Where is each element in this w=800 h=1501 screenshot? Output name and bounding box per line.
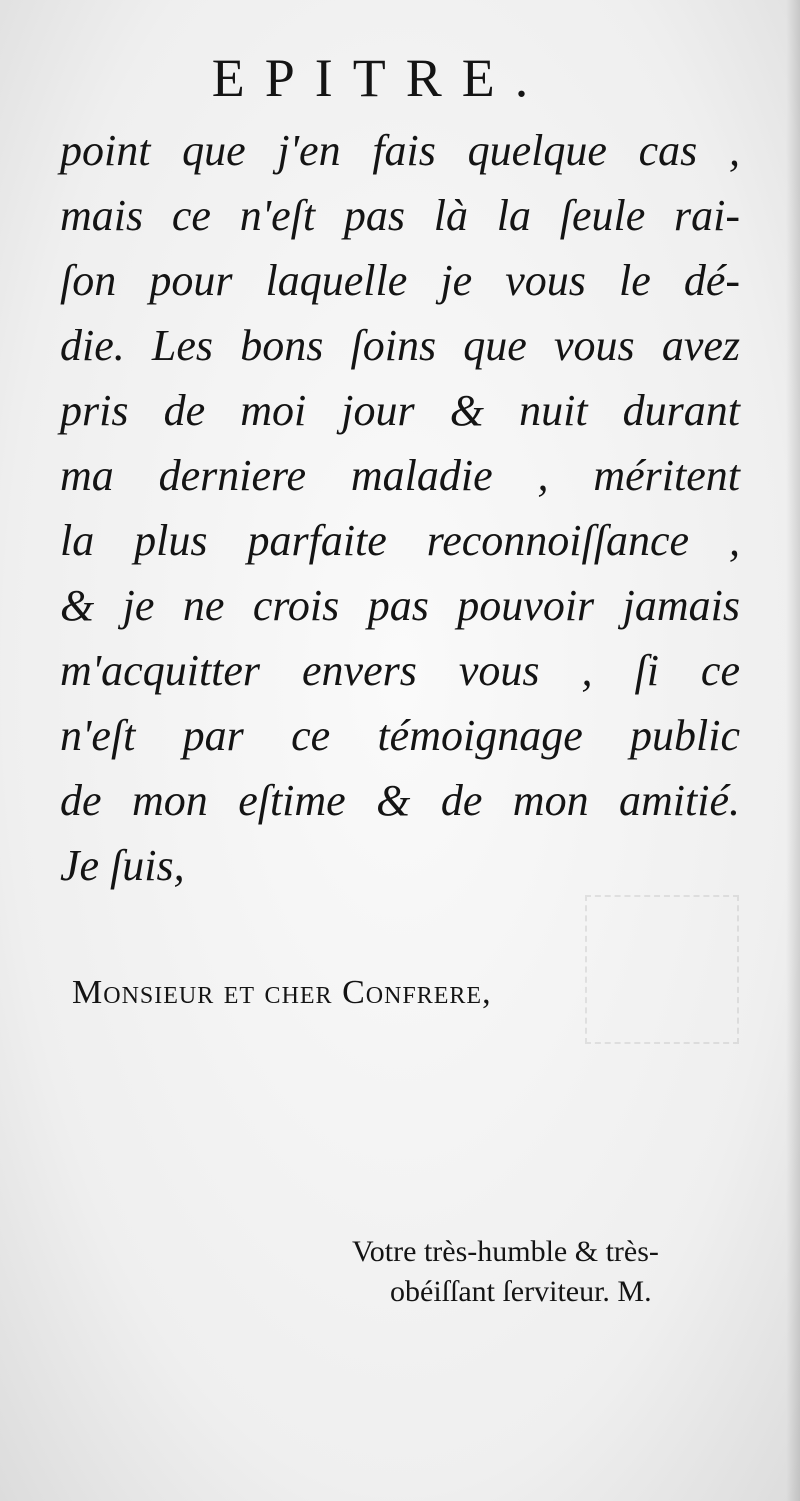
- signature-block: [352, 1232, 659, 1312]
- page-header: EPITRE.: [211, 48, 549, 108]
- salutation: Monsieur et cher Confrere,: [72, 974, 492, 1011]
- text-line: mais ce n'eſt pas là la ſeule rai-: [60, 191, 740, 240]
- text-line: ma derniere maladie , méritent: [60, 451, 740, 500]
- text-line: pris de moi jour & nuit durant: [60, 386, 740, 435]
- text-line: die. Les bons ſoins que vous avez: [60, 321, 740, 370]
- text-line: la plus parfaite reconnoiſſance ,: [60, 516, 740, 565]
- text-line: point que j'en fais quelque cas ,: [60, 126, 740, 175]
- text-line: Je ſuis,: [60, 841, 185, 890]
- text-line: de mon eſtime & de mon amitié.: [60, 776, 740, 825]
- epistle-body: [60, 118, 740, 898]
- text-line: m'acquitter envers vous , ſi ce: [60, 646, 740, 695]
- text-line: & je ne crois pas pouvoir jamais: [60, 581, 740, 630]
- faded-stamp-mark: [585, 895, 739, 1044]
- text-line: ſon pour laquelle je vous le dé-: [60, 256, 740, 305]
- text-line: n'eſt par ce témoignage public: [60, 711, 740, 760]
- signature-line: Votre très-humble & très-: [352, 1235, 659, 1268]
- page-edge-shadow: [786, 0, 800, 1501]
- signature-line: obéiſſant ſerviteur. M.: [390, 1275, 652, 1308]
